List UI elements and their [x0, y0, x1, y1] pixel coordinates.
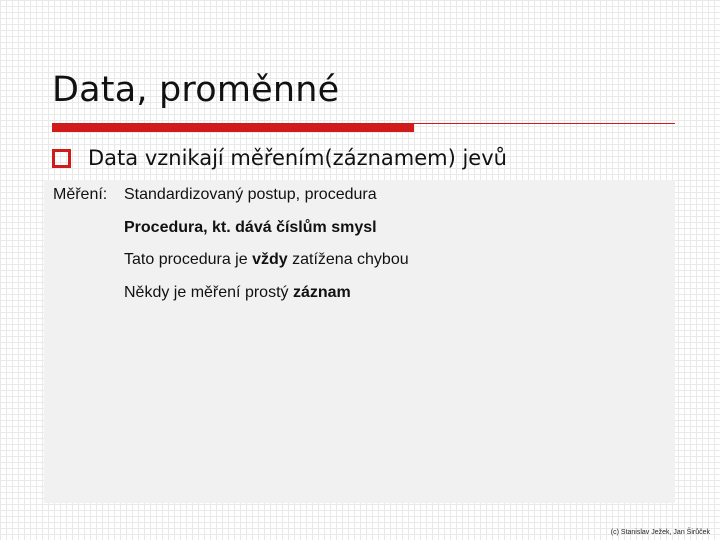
- main-bullet: [52, 143, 507, 173]
- item-text: Tato procedura je: [124, 251, 253, 268]
- title-underline-thin: [414, 123, 675, 124]
- list-item: [124, 251, 409, 269]
- main-bullet-text: Data vznikají měřením(záznamem) jevů: [88, 146, 507, 170]
- title-underline-bar: [52, 123, 414, 132]
- item-emphasis: záznam: [292, 284, 351, 301]
- list-item: [124, 284, 351, 302]
- slide-title: Data, proměnné: [52, 70, 340, 110]
- item-text: Někdy je měření prostý: [124, 284, 293, 301]
- measure-label: Měření:: [53, 186, 108, 203]
- hollow-square-bullet-icon: [52, 149, 71, 168]
- item-text: zatížena chybou: [287, 251, 409, 268]
- title-underline: [52, 123, 675, 132]
- item-emphasis: vždy: [252, 251, 288, 268]
- copyright-footer: (c) Stanislav Ježek, Jan Širůček: [610, 529, 710, 536]
- list-item: Standardizovaný postup, procedura: [124, 186, 377, 203]
- list-item: Procedura, kt. dává číslům smysl: [124, 219, 377, 236]
